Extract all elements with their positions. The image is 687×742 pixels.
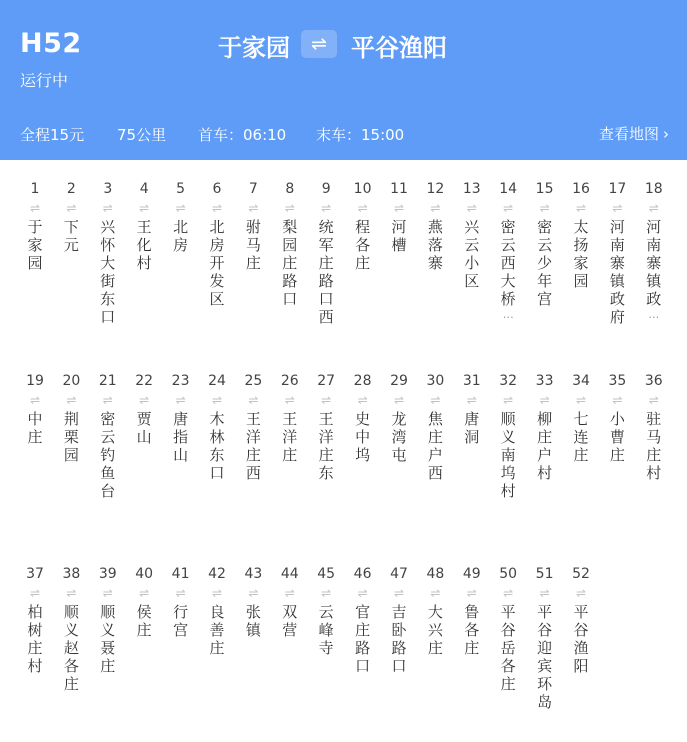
stop-name: 云峰寺 [318,603,334,657]
stop-name: 河南寨镇政 [646,218,662,308]
stop-item[interactable] [381,180,417,254]
stop-name: 行宫 [173,603,189,639]
bidirectional-arrow-icon: ⇌ [430,586,441,600]
stop-name: 木林东口 [209,410,225,482]
bidirectional-arrow-icon: ⇌ [393,201,405,215]
bidirectional-arrow-icon: ⇌ [139,201,150,215]
stop-item[interactable] [417,565,453,657]
bidirectional-arrow-icon: ⇌ [503,201,514,215]
stop-item[interactable] [53,180,89,254]
bidirectional-arrow-icon: ⇌ [175,393,186,407]
stop-number: 34 [572,373,590,389]
stop-item[interactable] [126,372,162,446]
route-terminals [0,26,687,62]
bidirectional-arrow-icon: ⇌ [102,586,113,600]
stop-name: 北房开发区 [209,218,225,308]
stop-item[interactable] [527,180,563,308]
stop-item[interactable] [563,372,599,464]
stop-item[interactable] [90,565,126,675]
bidirectional-arrow-icon: ⇌ [648,393,659,407]
stop-item[interactable] [490,372,526,500]
stop-item[interactable] [199,565,235,657]
stop-name-ellipsis: … [648,308,660,321]
stop-name: 密云钓鱼台 [100,410,116,500]
bidirectional-arrow-icon: ⇌ [466,393,477,407]
stop-number: 37 [26,566,44,582]
stop-name: 兴云小区 [464,218,480,290]
stop-number: 32 [499,373,518,389]
stop-number: 2 [66,181,76,197]
bidirectional-arrow-icon: ⇌ [248,586,259,600]
stop-number: 14 [499,181,518,197]
stop-name: 小曹庄 [609,410,625,464]
stop-number: 4 [139,181,149,197]
bidirectional-arrow-icon: ⇌ [430,393,441,407]
stop-name: 太扬家园 [573,218,589,290]
stop-number: 7 [248,181,258,197]
route-header [0,0,687,160]
stop-number: 26 [280,373,299,389]
stop-item[interactable] [235,372,271,482]
stop-item[interactable] [490,180,526,320]
stop-name: 王化村 [136,218,152,272]
stop-name: 河槽 [391,218,407,254]
bidirectional-arrow-icon: ⇌ [29,201,41,215]
view-map-label: 查看地图 [598,125,659,143]
stop-item[interactable] [308,372,344,482]
stop-number: 49 [462,566,481,582]
stop-item[interactable] [126,565,162,639]
bidirectional-arrow-icon: ⇌ [612,201,623,215]
bidirectional-arrow-icon: ⇌ [284,201,295,215]
stop-item[interactable] [599,180,635,326]
stop-number: 44 [280,566,299,582]
bidirectional-arrow-icon: ⇌ [102,393,113,407]
stop-name: 中庄 [27,410,43,446]
stop-name: 唐洞 [464,410,480,446]
stop-number: 40 [135,566,154,582]
stop-number: 28 [353,373,372,389]
stop-number: 30 [426,373,445,389]
stop-number: 18 [644,181,663,197]
swap-direction-button[interactable] [301,30,337,58]
bidirectional-arrow-icon: ⇌ [102,201,113,215]
stop-number: 45 [317,566,336,582]
stop-item[interactable] [235,565,271,639]
stop-item[interactable] [454,372,490,446]
chevron-right-icon: › [663,125,669,143]
stop-number: 23 [171,373,190,389]
stop-name: 顺义南坞村 [500,410,516,500]
stop-item[interactable] [345,372,381,464]
fare-info: 全程15元 [20,126,85,144]
stop-number: 29 [390,373,408,389]
bidirectional-arrow-icon: ⇌ [321,393,332,407]
stop-number: 24 [208,373,226,389]
stop-number: 31 [462,373,481,389]
view-map-link[interactable] [599,123,669,144]
stop-number: 33 [535,373,554,389]
stop-item[interactable] [381,372,417,464]
origin-stop: 于家园 [218,34,290,62]
stop-item[interactable] [126,180,162,272]
stop-number: 25 [244,373,263,389]
stop-item[interactable] [235,180,271,272]
stop-name: 双营 [282,603,298,639]
distance-info: 75公里 [117,126,167,144]
stop-item[interactable] [417,180,453,272]
stop-name: 焦庄户西 [427,410,443,482]
stop-item[interactable] [163,565,199,639]
bidirectional-arrow-icon: ⇌ [175,201,186,215]
stop-name: 平谷迎宾环岛 [537,603,553,711]
stop-item[interactable] [345,180,381,272]
stop-item[interactable] [308,180,344,326]
destination-stop: 平谷渔阳 [351,34,447,62]
bidirectional-arrow-icon: ⇌ [430,201,441,215]
bidirectional-arrow-icon: ⇌ [29,586,41,600]
stop-name: 七连庄 [573,410,589,464]
stop-number: 42 [208,566,226,582]
bidirectional-arrow-icon: ⇌ [393,393,405,407]
stop-name: 唐指山 [173,410,189,464]
stop-name: 驻马庄村 [646,410,662,482]
bidirectional-arrow-icon: ⇌ [466,201,477,215]
stop-item[interactable] [199,372,235,482]
stop-number: 48 [426,566,445,582]
bidirectional-arrow-icon: ⇌ [575,201,587,215]
stop-name: 荆栗园 [63,410,79,464]
stop-name: 密云少年宫 [537,218,553,308]
stop-name: 燕落寨 [427,218,443,272]
stop-name: 柏树庄村 [27,603,43,675]
stop-name: 下元 [63,218,79,254]
stop-number: 11 [390,181,408,197]
stop-name: 王洋庄东 [318,410,334,482]
stop-item[interactable] [53,565,89,693]
swap-icon: ⇌ [311,33,327,55]
stop-number: 10 [353,181,372,197]
bidirectional-arrow-icon: ⇌ [575,393,587,407]
stop-number: 13 [462,181,481,197]
bidirectional-arrow-icon: ⇌ [648,201,659,215]
stop-item[interactable] [454,565,490,657]
bidirectional-arrow-icon: ⇌ [139,393,150,407]
bidirectional-arrow-icon: ⇌ [503,393,514,407]
stop-name: 密云西大桥 [500,218,516,308]
stop-item[interactable] [636,180,672,320]
stop-name: 龙湾屯 [391,410,407,464]
stop-item[interactable] [17,372,53,446]
stop-name: 王洋庄 [282,410,298,464]
route-status: 运行中 [20,71,69,90]
stop-item[interactable] [381,565,417,675]
stop-name: 于家园 [27,218,43,272]
stop-item[interactable] [599,372,635,464]
stop-item[interactable] [417,372,453,482]
stop-item[interactable] [53,372,89,464]
stop-item[interactable] [490,565,526,693]
stop-number: 12 [426,181,445,197]
stop-item[interactable] [308,565,344,657]
bidirectional-arrow-icon: ⇌ [466,586,477,600]
stop-number: 20 [62,373,81,389]
stop-number: 19 [26,373,44,389]
stop-name: 官庄路口 [355,603,371,675]
bidirectional-arrow-icon: ⇌ [357,201,368,215]
stop-item[interactable] [163,180,199,254]
stop-name: 程各庄 [355,218,371,272]
bidirectional-arrow-icon: ⇌ [211,393,223,407]
stop-number: 8 [285,181,295,197]
stop-number: 16 [572,181,590,197]
stop-name: 史中坞 [355,410,371,464]
stop-list [0,160,687,742]
stop-name: 梨园庄路口 [282,218,298,308]
stop-number: 38 [62,566,81,582]
stop-item[interactable] [90,372,126,500]
stop-item[interactable] [272,372,308,464]
bidirectional-arrow-icon: ⇌ [321,586,332,600]
bidirectional-arrow-icon: ⇌ [66,201,77,215]
bidirectional-arrow-icon: ⇌ [66,586,77,600]
bidirectional-arrow-icon: ⇌ [575,586,587,600]
bidirectional-arrow-icon: ⇌ [175,586,186,600]
bidirectional-arrow-icon: ⇌ [139,586,150,600]
bidirectional-arrow-icon: ⇌ [211,586,223,600]
stop-number: 41 [171,566,190,582]
stop-name-ellipsis: … [502,308,514,321]
stop-number: 35 [608,373,627,389]
stop-name: 顺义赵各庄 [63,603,79,693]
stop-name: 驸马庄 [245,218,261,272]
stop-name: 良善庄 [209,603,225,657]
stop-number: 15 [535,181,554,197]
stop-item[interactable] [563,180,599,290]
stop-name: 张镇 [245,603,261,639]
stop-name: 鲁各庄 [464,603,480,657]
stop-number: 3 [103,181,113,197]
stop-name: 平谷渔阳 [573,603,589,675]
stop-item[interactable] [17,565,53,675]
stop-name: 兴怀大街东口 [100,218,116,326]
bidirectional-arrow-icon: ⇌ [248,393,259,407]
stop-name: 侯庄 [136,603,152,639]
stop-number: 5 [176,181,186,197]
stop-name: 吉卧路口 [391,603,407,675]
bidirectional-arrow-icon: ⇌ [539,201,550,215]
stop-item[interactable] [17,180,53,272]
stop-name: 王洋庄西 [245,410,261,482]
stop-number: 21 [98,373,117,389]
stop-name: 贾山 [136,410,152,446]
stop-number: 17 [608,181,627,197]
stop-number: 6 [212,181,222,197]
stop-item[interactable] [199,180,235,308]
first-bus-info: 首车：06:10 [198,126,287,144]
stop-number: 39 [98,566,117,582]
stop-number: 52 [572,566,590,582]
stop-number: 36 [644,373,663,389]
stop-name: 统军庄路口西 [318,218,334,326]
last-bus-info: 末车：15:00 [316,126,405,144]
stop-number: 27 [317,373,336,389]
stop-item[interactable] [163,372,199,464]
stop-item[interactable] [272,565,308,639]
stop-number: 22 [135,373,154,389]
stop-item[interactable] [563,565,599,675]
bidirectional-arrow-icon: ⇌ [66,393,77,407]
stop-name: 大兴庄 [427,603,443,657]
bidirectional-arrow-icon: ⇌ [357,393,368,407]
bidirectional-arrow-icon: ⇌ [284,393,295,407]
stop-number: 50 [499,566,518,582]
route-number: H52 [20,28,82,59]
stop-number: 46 [353,566,372,582]
stop-name: 北房 [173,218,189,254]
bidirectional-arrow-icon: ⇌ [29,393,41,407]
bidirectional-arrow-icon: ⇌ [321,201,332,215]
bidirectional-arrow-icon: ⇌ [248,201,259,215]
stop-item[interactable] [345,565,381,675]
bidirectional-arrow-icon: ⇌ [284,586,295,600]
stop-item[interactable] [90,180,126,326]
bidirectional-arrow-icon: ⇌ [211,201,223,215]
stop-item[interactable] [272,180,308,308]
stop-name: 河南寨镇政府 [609,218,625,326]
stop-number: 9 [321,181,331,197]
bidirectional-arrow-icon: ⇌ [357,586,368,600]
stop-name: 平谷岳各庄 [500,603,516,693]
stop-name: 顺义聂庄 [100,603,116,675]
stop-name: 柳庄户村 [537,410,553,482]
bidirectional-arrow-icon: ⇌ [612,393,623,407]
bidirectional-arrow-icon: ⇌ [539,393,550,407]
bidirectional-arrow-icon: ⇌ [539,586,550,600]
bidirectional-arrow-icon: ⇌ [503,586,514,600]
stop-number: 43 [244,566,263,582]
stop-number: 1 [30,181,40,197]
stop-number: 51 [535,566,554,582]
stop-item[interactable] [527,372,563,482]
bidirectional-arrow-icon: ⇌ [393,586,405,600]
stop-item[interactable] [636,372,672,482]
stop-number: 47 [390,566,408,582]
stop-item[interactable] [454,180,490,290]
stop-item[interactable] [527,565,563,711]
